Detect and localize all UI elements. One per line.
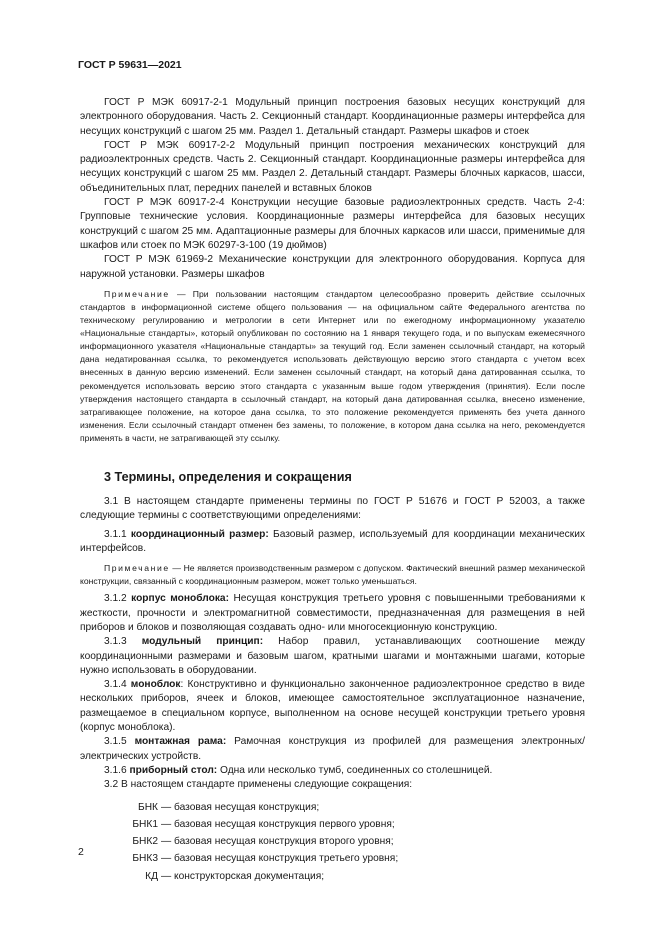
- abbreviation-item: [80, 870, 585, 884]
- abbreviation-value: — базовая несущая конструкция второго уровня;: [161, 836, 394, 848]
- term-3-1-2: [80, 592, 585, 635]
- abbreviation-item: [80, 835, 585, 849]
- term-3-1-1: [80, 528, 585, 557]
- term-3-1-6: [80, 764, 585, 778]
- term-number: 3.1.2: [104, 593, 132, 605]
- term-name: координационный размер:: [130, 528, 269, 540]
- term-number: 3.1.3: [104, 636, 142, 648]
- abbreviation-key: БНК2: [132, 836, 158, 848]
- term-definition: Рамочная конструкция из профилей для размещения электронных/электрических устройств.: [80, 736, 585, 762]
- reference-item: ГОСТ Р МЭК 60917-2-4 Конструкции несущие базовые радиоэлектронных средств. Часть 2-4: Групповые технические условия. Координационные размеры интерфейса для базовых несущих конструкций с шагом 25 мм. Адаптационные размеры для блочных каркасов или шасси, применимые для шкафов или стоек по МЭК 60297-3-100 (19 дюймов): [80, 197, 585, 251]
- term-name: приборный стол:: [129, 764, 218, 776]
- note-label: Примечание: [104, 288, 170, 299]
- note-label: Примечание: [104, 563, 170, 574]
- note-text: — При пользовании настоящим стандартом целесообразно проверить действие ссылочных стандартов в информационной системе общего пользования — на официальном сайте Федерального агентства по техническому регулированию и метрологии в сети Интернет или по ежегодному информационному указателю «Национальные стандарты», который опубликован по состоянию на 1 января текущего года, и по выпускам ежемесячного информационного указателя «Национальные стандарты» за текущий год. Если заменен ссылочный стандарт, на который дана недатированная ссылка, то рекомендуется использовать действующую версию этого стандарта с учетом всех внесенных в данную версию изменений. Если заменен ссылочный стандарт, на который дана датированная ссылка, то рекомендуется использовать версию этого стандарта с указанным выше годом утверждения (принятия). Если после утверждения настоящего стандарта в ссылочный стандарт, на который дана датированная ссылка, внесено изменение, затрагивающее положение, на которое дана ссылка, то это положение рекомендуется применять без учета данного изменения. Если ссылочный стандарт отменен без замены, то положение, в котором дана ссылка на него, рекомендуется применять в части, не затрагивающей эту ссылку.: [80, 288, 585, 443]
- term-number: 3.1.6: [104, 764, 130, 776]
- document-body: [80, 96, 585, 887]
- term-definition: Одна или несколько тумб, соединенных со столешницей.: [217, 764, 493, 776]
- abbreviation-item: [80, 852, 585, 866]
- term-definition: Базовый размер, используемый для координации механических интерфейсов.: [80, 528, 586, 554]
- abbreviation-key: БНК: [138, 801, 158, 813]
- term-number: 3.1.1: [104, 528, 131, 540]
- abbreviation-value: — базовая несущая конструкция третьего уровня;: [161, 853, 399, 865]
- term-definition: Несущая конструкция третьего уровня с повышенными требованиями к жесткости, прочности и электромагнитной совместимости, предназначенная для размещения в ней приборов и блоков и позволяющая создавать одно- или многосекционную конструкцию.: [80, 593, 585, 633]
- term-name: монтажная рама:: [134, 736, 227, 748]
- abbreviation-item: [80, 818, 585, 832]
- clause-3-2: 3.2 В настоящем стандарте применены следующие сокращения:: [104, 779, 413, 791]
- term-name: корпус моноблока:: [131, 593, 229, 605]
- abbreviation-key: БНК3: [132, 853, 158, 865]
- note-text: — Не является производственным размером с допуском. Фактический внешний размер механической конструкции, связанный с координационным размером, может только уменьшаться.: [80, 563, 585, 587]
- term-definition: Набор правил, устанавливающих соотношение между координационными размерами и базовым шагом, кратными шагами и монтажными шагами, которые нужно использовать в оборудовании.: [80, 636, 585, 676]
- note-references: [80, 288, 585, 445]
- note-term: [80, 562, 585, 588]
- term-3-1-4: [80, 678, 585, 735]
- abbreviation-value: — базовая несущая конструкция первого уровня;: [161, 818, 395, 830]
- abbreviation-value: — базовая несущая конструкция;: [161, 801, 320, 813]
- abbreviation-value: — конструкторская документация;: [161, 870, 325, 882]
- clause-3-1: 3.1 В настоящем стандарте применены термины по ГОСТ Р 51676 и ГОСТ Р 52003, а также следующие термины с соответствующими определениями:: [80, 495, 585, 522]
- reference-item: ГОСТ Р МЭК 61969-2 Механические конструкции для электронного оборудования. Корпуса для наружной установки. Размеры шкафов: [80, 254, 585, 280]
- term-name: моноблок: [130, 679, 181, 691]
- term-definition: : Конструктивно и функционально законченное радиоэлектронное средство в виде нескольких приборов, ячеек и блоков, имеющее самостоятельное эксплуатационное назначение, размещаемое в специальном корпусе, выполненном на основе несущей конструкции третьего уровня (корпус моноблока).: [80, 679, 585, 734]
- section-heading: 3 Термины, определения и сокращения: [104, 469, 352, 484]
- term-3-1-3: [80, 635, 585, 678]
- term-number: 3.1.5: [104, 736, 135, 748]
- abbreviation-item: [80, 801, 585, 815]
- term-name: модульный принцип:: [141, 636, 264, 648]
- page-number: 2: [78, 846, 84, 858]
- term-number: 3.1.4: [104, 679, 131, 691]
- abbreviation-list: [80, 801, 585, 884]
- reference-item: ГОСТ Р МЭК 60917-2-1 Модульный принцип построения базовых несущих конструкций для электронного оборудования. Часть 2. Секционный стандарт. Координационные размеры интерфейса для несущих конструкций с шагом 25 мм. Раздел 1. Детальный стандарт. Размеры шкафов и стоек: [80, 97, 585, 137]
- document-header: ГОСТ Р 59631—2021: [78, 59, 182, 71]
- term-3-1-5: [80, 735, 585, 764]
- abbreviation-key: КД: [145, 870, 158, 882]
- reference-item: ГОСТ Р МЭК 60917-2-2 Модульный принцип построения механических конструкций для радиоэлектронных средств. Часть 2. Секционный стандарт. Координационные размеры интерфейса для несущих конструкций с шагом 25 мм. Раздел 2. Детальный стандарт. Размеры блочных каркасов, шасси, объединительных плат, передних панелей и вставных блоков: [80, 139, 585, 194]
- abbreviation-key: БНК1: [132, 818, 158, 830]
